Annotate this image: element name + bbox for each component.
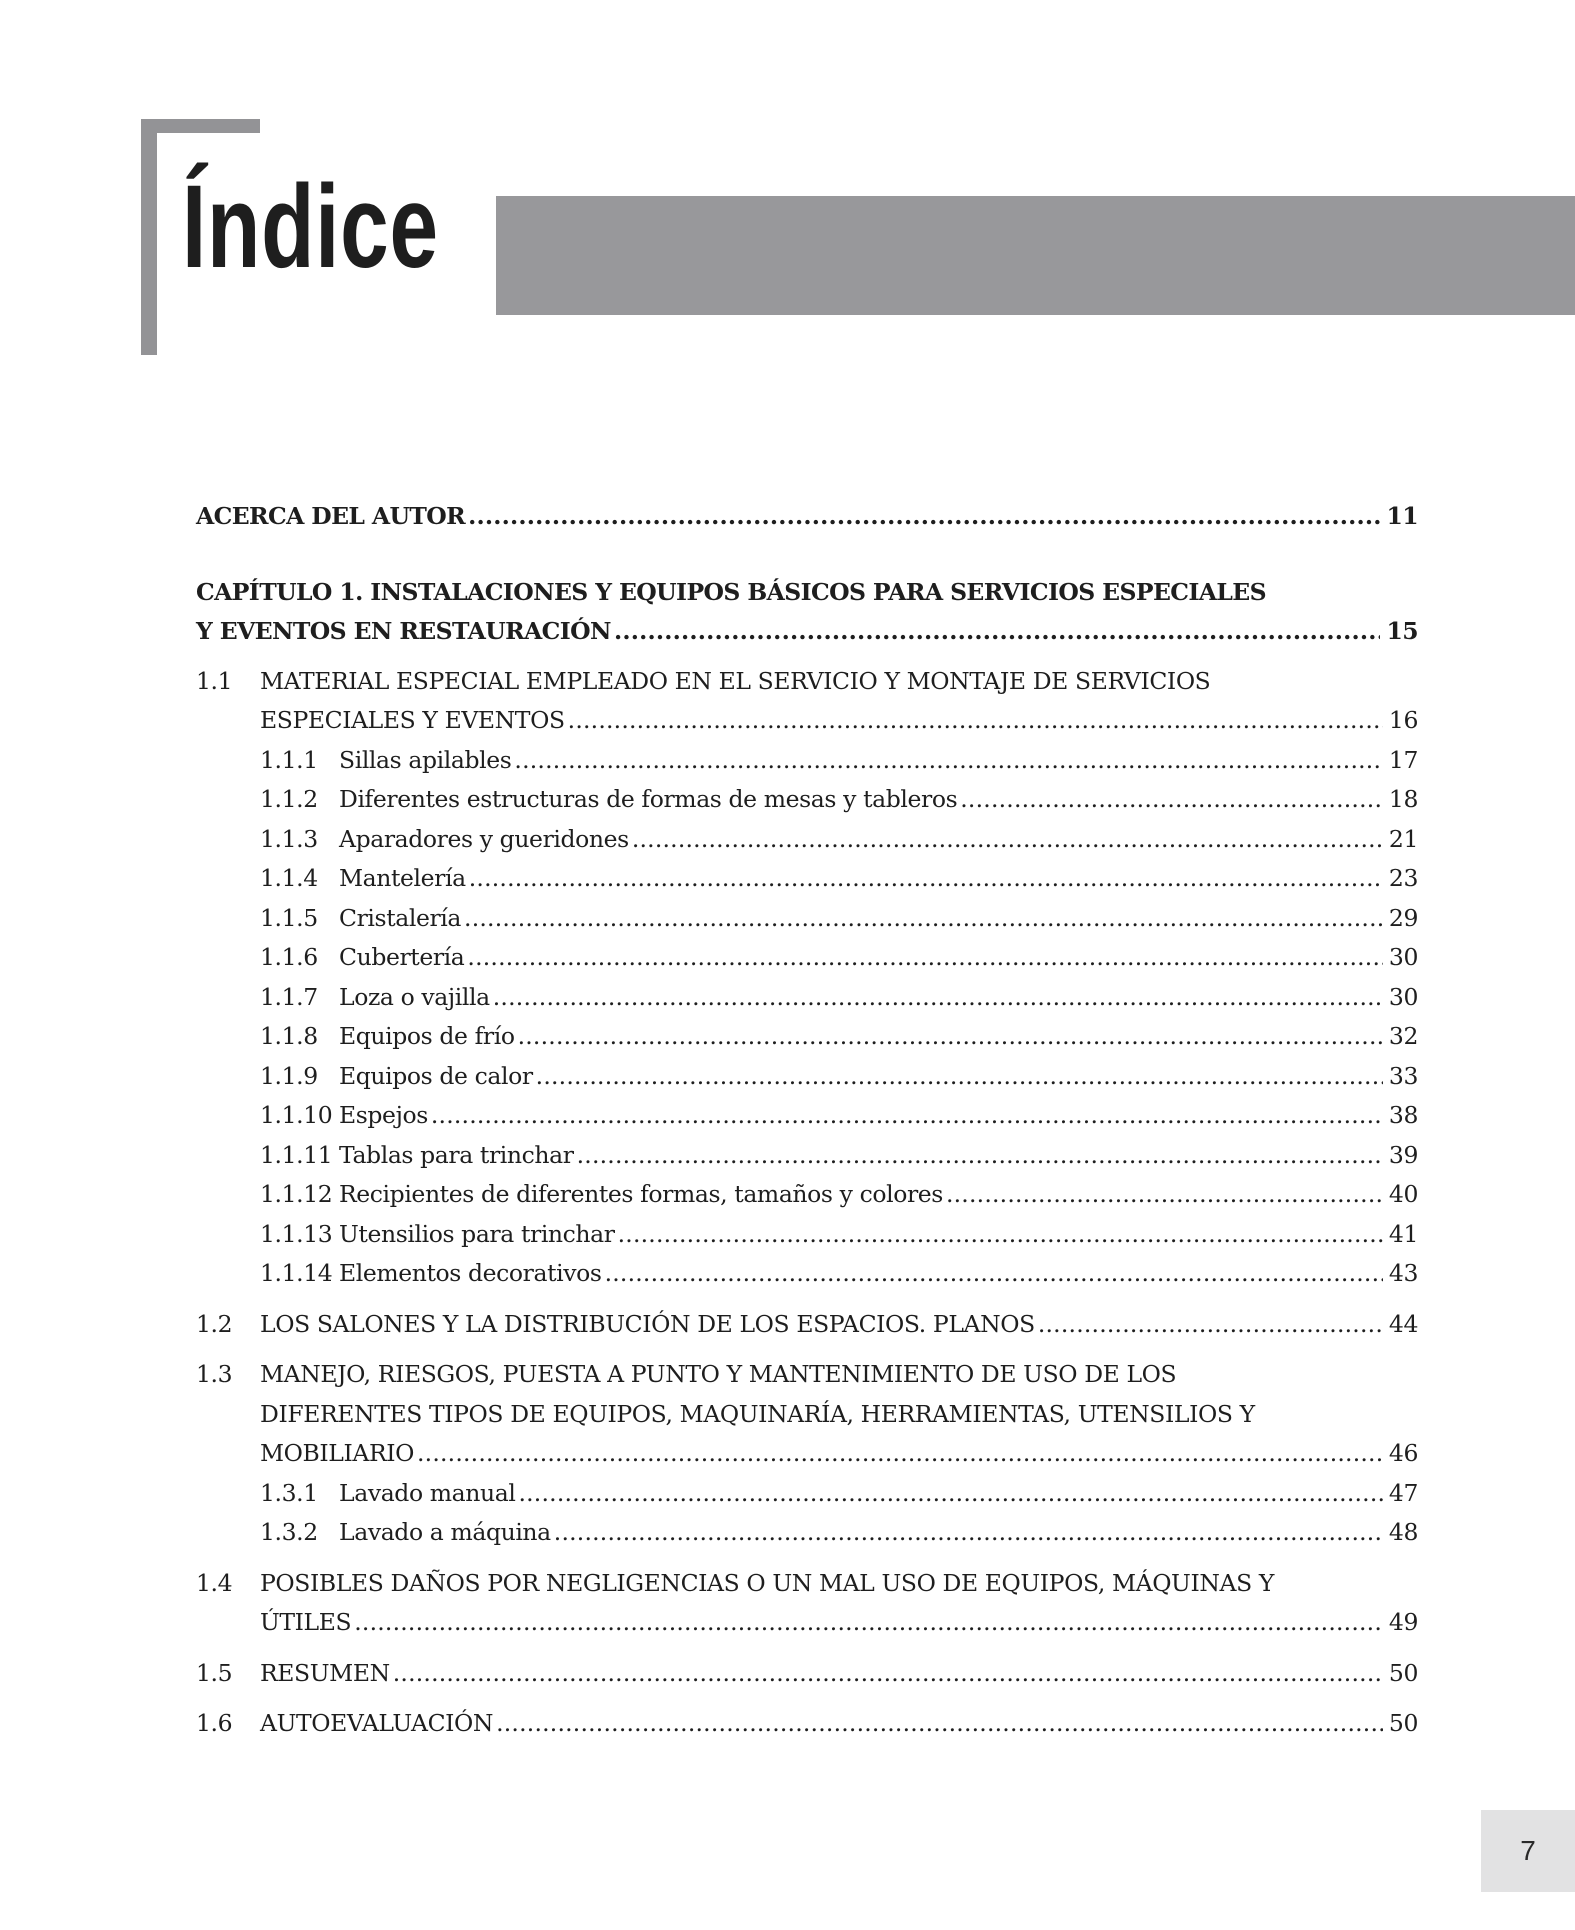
toc-entry-subsection[interactable] — [196, 820, 1418, 860]
dot-leader — [393, 1654, 1383, 1694]
dot-leader — [554, 1513, 1383, 1553]
dot-leader — [960, 780, 1383, 820]
page-number-box — [1481, 1810, 1575, 1892]
toc-entry-subsection[interactable] — [196, 1513, 1418, 1553]
toc-entry-subsection[interactable] — [196, 1136, 1418, 1176]
toc-page-number: 49 — [1388, 1608, 1418, 1636]
dot-leader — [493, 978, 1383, 1018]
toc-section-number: 1.2 — [196, 1309, 233, 1338]
toc-entry-section-1-4[interactable] — [196, 1564, 1418, 1643]
toc-page-number: 18 — [1388, 785, 1418, 813]
toc-entry-subsection[interactable] — [196, 938, 1418, 978]
dot-leader — [577, 1136, 1383, 1176]
toc-entry-subsection[interactable] — [196, 1017, 1418, 1057]
toc-entry-title: Utensilios para trinchar — [339, 1219, 615, 1248]
toc-section-number: 1.6 — [196, 1709, 233, 1737]
toc-entry-subsection[interactable] — [196, 741, 1418, 781]
toc-section-number: 1.3.1 — [260, 1478, 318, 1507]
toc-entry-title: Equipos de calor — [339, 1061, 533, 1090]
dot-leader — [518, 1017, 1383, 1057]
toc-entry-subsection[interactable] — [196, 1474, 1418, 1514]
dot-leader — [431, 1096, 1383, 1136]
dot-leader — [417, 1434, 1383, 1474]
toc-page-number: 21 — [1388, 824, 1418, 853]
toc-entry-title: Tablas para trinchar — [339, 1140, 574, 1169]
dot-leader — [469, 859, 1383, 899]
dot-leader — [614, 612, 1381, 652]
toc-section-number: 1.1.1 — [260, 745, 318, 774]
toc-entry-title: Lavado manual — [339, 1478, 516, 1507]
toc-entry-title: Sillas apilables — [339, 745, 512, 774]
toc-section-number: 1.1.4 — [260, 864, 318, 892]
toc-entry-title: MANEJO, RIESGOS, PUESTA A PUNTO Y MANTENIMIENTO DE USO DE LOS — [260, 1360, 1177, 1388]
toc-page-number: 30 — [1388, 982, 1418, 1011]
toc-page-number: 23 — [1388, 864, 1418, 892]
toc-entry-title: Mantelería — [339, 864, 466, 892]
toc-entry-title: Diferentes estructuras de formas de mesas y tableros — [339, 785, 958, 813]
toc-entry-title: RESUMEN — [260, 1658, 390, 1687]
toc-page-number: 44 — [1388, 1309, 1418, 1338]
toc-entry-title: Lavado a máquina — [339, 1518, 551, 1546]
toc-entry-subsection[interactable] — [196, 1175, 1418, 1215]
dot-leader — [518, 1474, 1382, 1514]
table-of-contents — [196, 497, 1418, 1744]
dot-leader — [618, 1215, 1383, 1255]
toc-entry-title: Espejos — [339, 1101, 428, 1129]
dot-leader — [632, 820, 1383, 860]
toc-section-number: 1.1.12 — [260, 1180, 333, 1208]
toc-page-number: 41 — [1388, 1219, 1418, 1248]
toc-section-number: 1.1.11 — [260, 1140, 333, 1169]
toc-page-number: 32 — [1388, 1022, 1418, 1050]
toc-entry-subsection[interactable] — [196, 1254, 1418, 1294]
toc-section-number: 1.3 — [196, 1360, 233, 1388]
toc-entry-title: Cubertería — [339, 943, 465, 971]
toc-entry-title: Elementos decorativos — [339, 1259, 602, 1287]
toc-entry-title: ACERCA DEL AUTOR — [196, 502, 466, 530]
toc-page-number: 46 — [1388, 1439, 1418, 1467]
toc-entry-title: MATERIAL ESPECIAL EMPLEADO EN EL SERVICIO Y MONTAJE DE SERVICIOS — [260, 666, 1211, 695]
toc-entry-title: Cristalería — [339, 903, 462, 932]
title-bracket-left — [141, 119, 157, 355]
toc-entry-subsection[interactable] — [196, 899, 1418, 939]
toc-entry-title-continued: ÚTILES — [260, 1608, 352, 1636]
toc-section-number: 1.1.5 — [260, 903, 318, 932]
toc-section-number: 1.1.2 — [260, 785, 318, 813]
dot-leader — [514, 741, 1382, 781]
toc-entry-title: POSIBLES DAÑOS POR NEGLIGENCIAS O UN MAL USO DE EQUIPOS, MÁQUINAS Y — [260, 1568, 1274, 1597]
toc-section-number: 1.4 — [196, 1568, 233, 1597]
toc-section-number: 1.1.6 — [260, 943, 318, 971]
toc-section-number: 1.1.7 — [260, 982, 318, 1011]
toc-entry-title: Aparadores y gueridones — [339, 824, 629, 853]
dot-leader — [496, 1704, 1383, 1744]
toc-section-number: 1.1 — [196, 666, 233, 695]
dot-leader — [946, 1175, 1383, 1215]
toc-page-number: 50 — [1388, 1709, 1418, 1737]
toc-entry-chapter-1[interactable] — [196, 573, 1418, 652]
toc-section-number: 1.1.14 — [260, 1259, 333, 1287]
dot-leader — [464, 899, 1383, 939]
toc-section-number: 1.1.3 — [260, 824, 318, 853]
toc-page-number: 47 — [1388, 1478, 1418, 1507]
toc-entry-subsection[interactable] — [196, 859, 1418, 899]
toc-page-number: 29 — [1388, 903, 1418, 932]
toc-entry-subsection[interactable] — [196, 1096, 1418, 1136]
toc-entry-subsection[interactable] — [196, 780, 1418, 820]
dot-leader — [467, 938, 1382, 978]
toc-entry-title: Loza o vajilla — [339, 982, 490, 1011]
toc-entry-section-1-1[interactable] — [196, 662, 1418, 741]
toc-section-number: 1.5 — [196, 1658, 233, 1687]
dot-leader — [536, 1057, 1383, 1097]
toc-section-number: 1.1.10 — [260, 1101, 333, 1129]
title-bracket-top — [141, 119, 260, 133]
toc-page-number: 40 — [1388, 1180, 1418, 1208]
toc-page-number: 11 — [1386, 502, 1418, 530]
toc-entry-subsection[interactable] — [196, 978, 1418, 1018]
toc-entry-section-1-5[interactable] — [196, 1654, 1418, 1694]
toc-page-number: 48 — [1388, 1518, 1418, 1546]
dot-leader — [354, 1603, 1383, 1643]
toc-entry-author[interactable] — [196, 497, 1418, 537]
toc-entry-subsection[interactable] — [196, 1057, 1418, 1097]
toc-page-number: 30 — [1388, 943, 1418, 971]
toc-page-number: 15 — [1386, 617, 1418, 645]
toc-page-number: 38 — [1388, 1101, 1418, 1129]
page-number: 7 — [1520, 1835, 1536, 1866]
page-title: Índice — [182, 161, 439, 293]
toc-entry-title: AUTOEVALUACIÓN — [260, 1709, 494, 1737]
toc-entry-title-continued: DIFERENTES TIPOS DE EQUIPOS, MAQUINARÍA, HERRAMIENTAS, UTENSILIOS Y — [260, 1399, 1255, 1428]
dot-leader — [1038, 1305, 1383, 1345]
toc-entry-subsection[interactable] — [196, 1215, 1418, 1255]
toc-page-number: 39 — [1388, 1140, 1418, 1169]
toc-page-number: 50 — [1388, 1658, 1418, 1687]
toc-page-number: 43 — [1388, 1259, 1418, 1287]
toc-entry-title: Equipos de frío — [339, 1022, 515, 1050]
toc-entry-title-continued: MOBILIARIO — [260, 1439, 414, 1467]
toc-entry-title-continued: ESPECIALES Y EVENTOS — [260, 706, 565, 734]
toc-page-number: 17 — [1388, 745, 1418, 774]
toc-section-number: 1.1.8 — [260, 1022, 318, 1050]
dot-leader — [568, 701, 1383, 741]
toc-section-number: 1.1.9 — [260, 1061, 318, 1090]
toc-entry-title-continued: Y EVENTOS EN RESTAURACIÓN — [196, 617, 611, 645]
toc-entry-section-1-6[interactable] — [196, 1704, 1418, 1744]
toc-entry-section-1-3[interactable] — [196, 1355, 1418, 1474]
toc-entry-section-1-2[interactable] — [196, 1305, 1418, 1345]
dot-leader — [468, 497, 1380, 537]
toc-entry-title: CAPÍTULO 1. INSTALACIONES Y EQUIPOS BÁSICOS PARA SERVICIOS ESPECIALES — [196, 577, 1266, 606]
toc-entry-title: LOS SALONES Y LA DISTRIBUCIÓN DE LOS ESPACIOS. PLANOS — [260, 1309, 1035, 1338]
toc-page-number: 33 — [1388, 1061, 1418, 1090]
toc-page-number: 16 — [1388, 706, 1418, 734]
toc-section-number: 1.3.2 — [260, 1518, 318, 1546]
toc-section-number: 1.1.13 — [260, 1219, 333, 1248]
dot-leader — [605, 1254, 1383, 1294]
header-gray-bar — [496, 196, 1575, 315]
toc-entry-title: Recipientes de diferentes formas, tamaños y colores — [339, 1180, 943, 1208]
